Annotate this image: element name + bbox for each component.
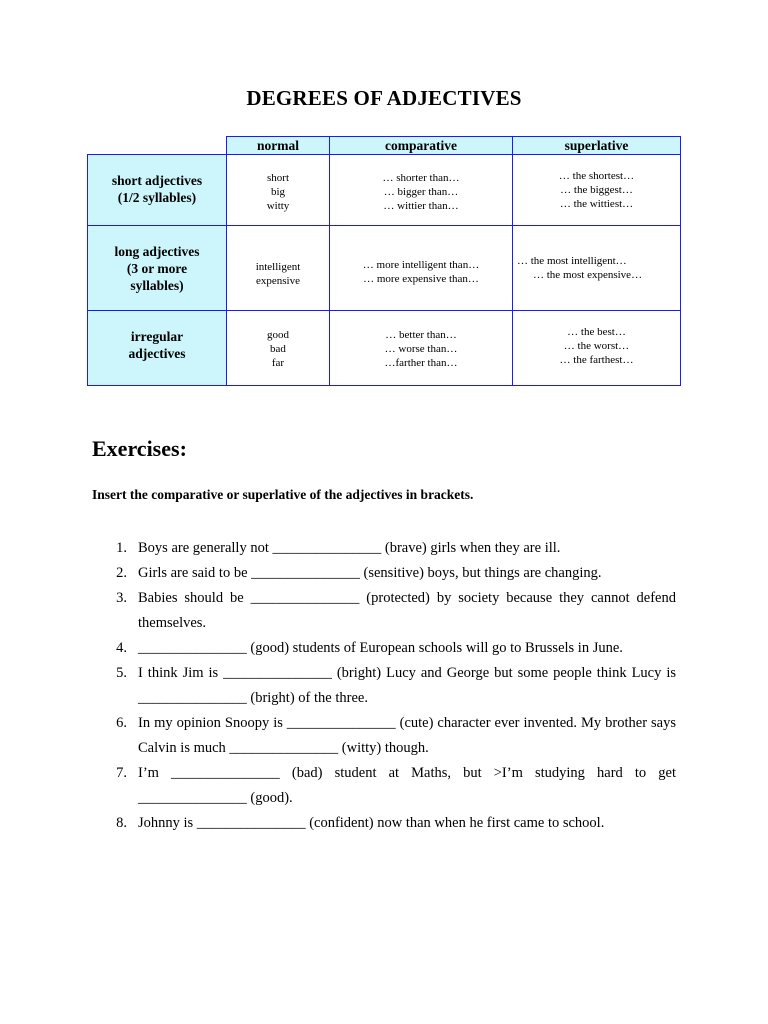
row-label-irregular: irregular adjectives xyxy=(87,310,227,386)
cell-irregular-superlative: … the best… … the worst… … the farthest… xyxy=(512,310,681,386)
list-item: 6. In my opinion Snoopy is _______________ (cute) character ever invented. My brother says Calvin is much _______________ (witty) though. xyxy=(116,715,676,756)
cell-irregular-normal: good bad far xyxy=(226,310,330,386)
list-item: 4. _______________ (good) students of European schools will go to Brussels in June. xyxy=(116,640,623,656)
list-item: 2. Girls are said to be _______________ (sensitive) boys, but things are changing. xyxy=(116,565,602,581)
degrees-table xyxy=(0,0,768,400)
exercises-heading: Exercises: xyxy=(92,436,187,461)
cell-short-comparative: … shorter than… … bigger than… … wittier than… xyxy=(329,154,513,226)
cell-long-comparative: … more intelligent than… … more expensive than… xyxy=(329,225,513,311)
list-item: 3. Babies should be _______________ (protected) by society because they cannot defend themselves. xyxy=(116,590,676,631)
header-superlative: superlative xyxy=(512,136,681,155)
row-label-short: short adjectives (1/2 syllables) xyxy=(87,154,227,226)
list-item: 8. Johnny is _______________ (confident) now than when he first came to school. xyxy=(116,815,605,831)
cell-short-superlative: … the shortest… … the biggest… … the wittiest… xyxy=(512,154,681,226)
list-item: 1. Boys are generally not _______________ (brave) girls when they are ill. xyxy=(116,540,561,556)
list-item: 5. I think Jim is _______________ (bright) Lucy and George but some people think Lucy is _______________ (bright) of the three. xyxy=(116,665,676,706)
page-title: DEGREES OF ADJECTIVES xyxy=(246,86,522,110)
row-label-long: long adjectives (3 or more syllables) xyxy=(87,225,227,311)
cell-irregular-comparative: … better than… … worse than… …farther than… xyxy=(329,310,513,386)
exercise-list xyxy=(0,536,768,836)
header-comparative: comparative xyxy=(329,136,513,155)
list-item: 7. I’m _______________ (bad) student at Maths, but >I’m studying hard to get _______________ (good). xyxy=(116,765,676,806)
cell-long-superlative: … the most intelligent… … the most expensive… xyxy=(512,225,681,311)
exercise-instruction: Insert the comparative or superlative of the adjectives in brackets. xyxy=(92,487,474,502)
cell-short-normal: short big witty xyxy=(226,154,330,226)
header-normal: normal xyxy=(226,136,330,155)
cell-long-normal: intelligent expensive xyxy=(226,225,330,311)
